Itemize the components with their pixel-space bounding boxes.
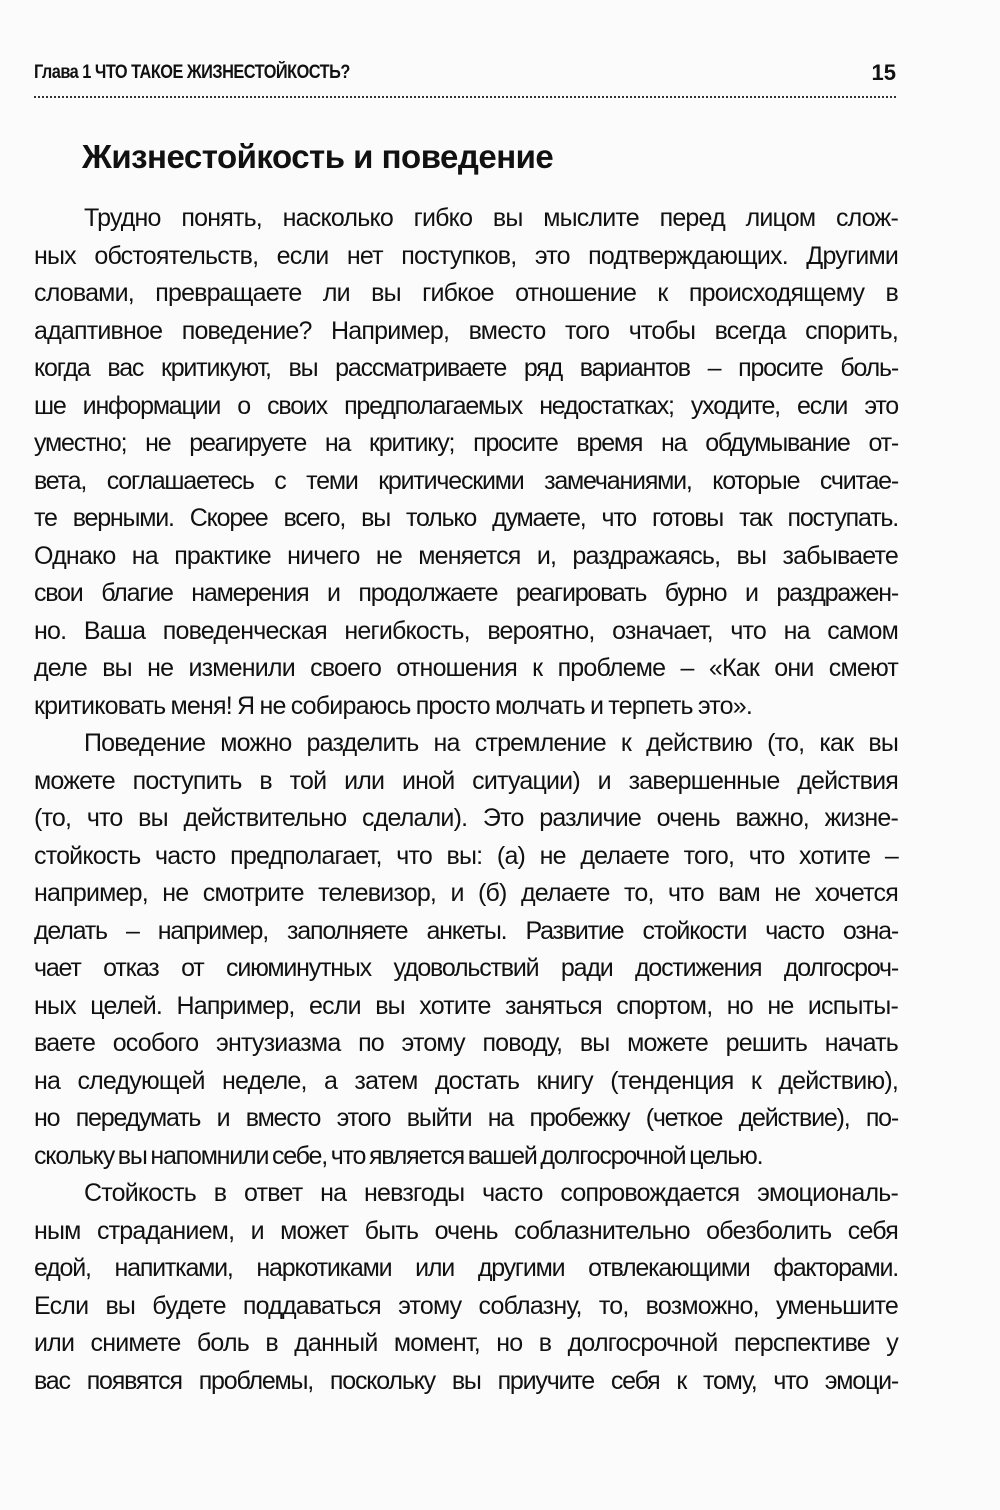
text-line: но передумать и вместо этого выйти на пробежку (четкое действие), по- [34, 1104, 898, 1132]
text-line: Трудно понять, насколько гибко вы мыслите перед лицом слож- [84, 204, 898, 232]
text-line: Если вы будете поддаваться этому соблазну, то, возможно, уменьшите [34, 1291, 898, 1320]
text-line: скольку вы напомнили себе, что является вашей долгосрочной целью. [34, 1141, 763, 1170]
text-line: свои благие намерения и продолжаете реагировать бурно и раздражен- [34, 579, 898, 607]
text-line: вас появятся проблемы, поскольку вы приучите себя к тому, что эмоци- [34, 1366, 898, 1395]
chapter-title: Глава 1 ЧТО ТАКОЕ ЖИЗНЕСТОЙКОСТЬ? [34, 62, 350, 83]
text-line: те верными. Скорее всего, вы только думаете, что готовы так поступать. [34, 504, 898, 532]
section-heading: Жизнестойкость и поведение [82, 138, 554, 175]
text-line: на следующей неделе, а затем достать книгу (тенденция к действию), [34, 1066, 898, 1095]
text-line: делать – например, заполняете анкеты. Развитие стойкости часто озна- [34, 916, 898, 945]
text-line: Стойкость в ответ на невзгоды часто сопровождается эмоциональ- [84, 1179, 898, 1207]
text-line: ным страданием, и может быть очень соблазнительно обезболить себя [34, 1216, 898, 1245]
body-text [34, 200, 898, 1400]
text-line: стойкость часто предполагает, что вы: (а) не делаете того, что хотите – [34, 841, 898, 870]
text-line: когда вас критикуют, вы рассматриваете ряд вариантов – просите боль- [34, 354, 898, 382]
text-line: Однако на практике ничего не меняется и, раздражаясь, вы забываете [34, 541, 898, 570]
text-line: адаптивное поведение? Например, вместо того чтобы всегда спорить, [34, 316, 898, 345]
text-line: но. Ваша поведенческая негибкость, вероятно, означает, что на самом [34, 616, 898, 645]
text-line: ваете особого энтузиазма по этому поводу, вы можете решить начать [34, 1029, 898, 1057]
page-number: 15 [871, 60, 896, 85]
text-line: (то, что вы действительно сделали). Это различие очень важно, жизне- [34, 804, 898, 832]
text-line: критиковать меня! Я не собираюсь просто молчать и терпеть это». [34, 691, 752, 720]
paragraph [34, 200, 898, 725]
text-line: чает отказ от сиюминутных удовольствий ради достижения долгосроч- [34, 954, 898, 982]
text-line: едой, напитками, наркотиками или другими отвлекающими факторами. [34, 1254, 898, 1282]
text-line: например, не смотрите телевизор, и (б) делаете то, что вам не хочется [34, 879, 898, 907]
text-line: деле вы не изменили своего отношения к проблеме – «Как они смеют [34, 654, 898, 682]
text-line: уместно; не реагируете на критику; просите время на обдумывание от- [34, 429, 898, 457]
text-line: ше информации о своих предполагаемых недостатках; уходите, если это [34, 391, 898, 420]
text-line: словами, превращаете ли вы гибкое отношение к происходящему в [34, 279, 898, 307]
paragraph [34, 1175, 898, 1400]
header-divider [34, 96, 896, 98]
text-line: или снимете боль в данный момент, но в долгосрочной перспективе у [34, 1329, 898, 1357]
text-line: Поведение можно разделить на стремление к действию (то, как вы [84, 729, 898, 757]
text-line: можете поступить в той или иной ситуации) и завершенные действия [34, 766, 898, 795]
paragraph [34, 725, 898, 1175]
text-line: ных целей. Например, если вы хотите заняться спортом, но не испыты- [34, 991, 898, 1020]
running-header [34, 60, 896, 92]
text-line: ных обстоятельств, если нет поступков, это подтверждающих. Другими [34, 241, 898, 270]
text-line: вета, соглашаетесь с теми критическими замечаниями, которые считае- [34, 466, 898, 495]
